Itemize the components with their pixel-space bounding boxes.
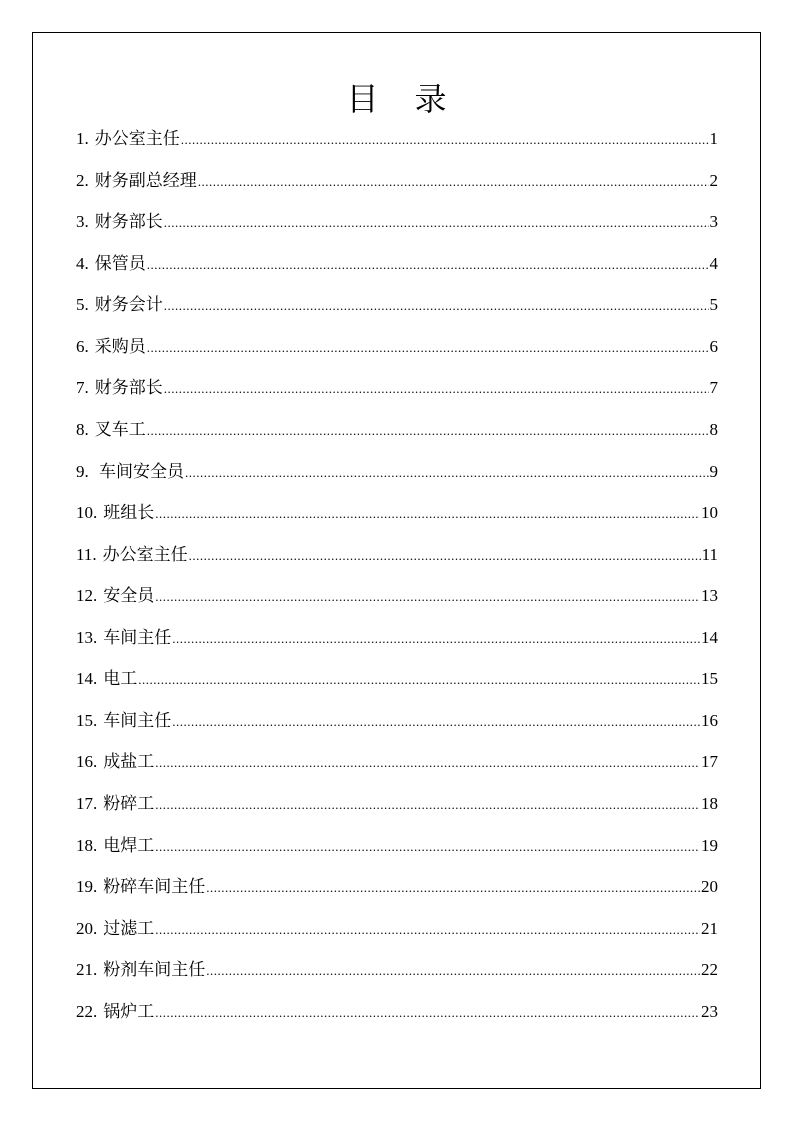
toc-entry-number: 12. (76, 586, 98, 606)
toc-entry-label: 办公室主任 (94, 129, 180, 148)
leader-dots (164, 377, 709, 401)
toc-entry-page: 22 (701, 960, 718, 980)
toc-entry-number: 17. (76, 794, 98, 813)
toc-entry-number: 19. (76, 877, 98, 897)
toc-entry[interactable] (76, 252, 718, 294)
toc-entry-number: 6. (76, 336, 89, 356)
toc-entry-page: 1 (709, 129, 718, 148)
toc-entry[interactable] (76, 875, 718, 917)
leader-dots (185, 461, 709, 485)
toc-entry[interactable] (76, 834, 718, 876)
toc-entry[interactable] (76, 917, 718, 959)
toc-entry-page: 10 (701, 503, 718, 523)
toc-entry-label: 采购员 (94, 336, 146, 356)
toc-entry-number: 3. (76, 212, 89, 232)
toc-entry-label: 过滤工 (103, 918, 155, 938)
toc-title-char: 目 (346, 81, 379, 117)
toc-entry[interactable] (76, 667, 718, 709)
toc-entry-page: 11 (701, 544, 718, 564)
toc-entry-number: 4. (76, 253, 89, 273)
leader-dots (181, 128, 709, 152)
toc-entry-label: 保管员 (94, 253, 146, 273)
toc-entry-label: 叉车工 (94, 419, 146, 439)
toc-entry-label: 粉碎工 (103, 794, 155, 813)
leader-dots (164, 294, 709, 318)
leader-dots (198, 170, 709, 194)
toc-entry-number: 18. (76, 835, 98, 855)
toc-entry-page: 14 (701, 627, 718, 647)
toc-title-char: 录 (414, 81, 447, 117)
toc-entry-number: 11. (76, 544, 97, 564)
table-of-contents (76, 127, 718, 1041)
toc-entry-label: 车间主任 (103, 710, 172, 730)
toc-entry[interactable] (76, 543, 718, 585)
leader-dots (172, 627, 700, 651)
leader-dots (172, 710, 700, 734)
toc-entry-number: 14. (76, 669, 98, 689)
leader-dots (189, 544, 701, 568)
toc-entry-label: 财务部长 (94, 212, 163, 232)
toc-entry[interactable] (76, 376, 718, 418)
toc-entry-label: 粉碎车间主任 (103, 877, 206, 897)
toc-entry[interactable] (76, 750, 718, 792)
toc-entry-label: 财务副总经理 (94, 170, 197, 190)
toc-entry-page: 5 (709, 295, 718, 315)
toc-entry-page: 21 (701, 918, 718, 938)
leader-dots (155, 1001, 700, 1025)
toc-entry-label: 安全员 (103, 586, 155, 606)
toc-entry-page: 3 (709, 212, 718, 232)
toc-entry-number: 13. (76, 627, 98, 647)
toc-entry-page: 9 (709, 461, 718, 481)
toc-entry[interactable] (76, 792, 718, 834)
toc-entry-label: 班组长 (103, 503, 155, 523)
leader-dots (155, 918, 700, 942)
toc-entry[interactable] (76, 169, 718, 211)
toc-entry-number: 5. (76, 295, 89, 315)
toc-entry[interactable] (76, 293, 718, 335)
toc-entry-label: 车间主任 (103, 627, 172, 647)
toc-entry-number: 1. (76, 129, 89, 148)
toc-entry-label: 财务会计 (94, 295, 163, 315)
toc-entry-number: 8. (76, 419, 89, 439)
toc-entry[interactable] (76, 626, 718, 668)
toc-entry-number: 16. (76, 752, 98, 772)
leader-dots (206, 876, 700, 900)
leader-dots (147, 419, 709, 443)
toc-entry-label: 办公室主任 (102, 544, 188, 564)
toc-entry-label: 车间安全员 (94, 461, 184, 481)
leader-dots (147, 253, 709, 277)
toc-entry-number: 15. (76, 710, 98, 730)
toc-entry-page: 8 (709, 419, 718, 439)
leader-dots (155, 751, 700, 775)
toc-entry-page: 23 (701, 1001, 718, 1021)
toc-entry-page: 16 (701, 710, 718, 730)
toc-entry[interactable] (76, 584, 718, 626)
toc-entry[interactable] (76, 127, 718, 169)
toc-entry[interactable] (76, 709, 718, 751)
toc-entry-number: 9. (76, 461, 89, 481)
toc-entry-page: 18 (701, 794, 718, 813)
toc-entry[interactable] (76, 210, 718, 252)
toc-entry[interactable] (76, 418, 718, 460)
toc-entry-label: 财务部长 (94, 378, 163, 398)
toc-entry-number: 21. (76, 960, 98, 980)
toc-entry[interactable] (76, 335, 718, 377)
leader-dots (147, 336, 709, 360)
toc-entry-page: 20 (701, 877, 718, 897)
toc-entry-page: 19 (701, 835, 718, 855)
leader-dots (138, 668, 700, 692)
toc-title (0, 74, 793, 120)
leader-dots (155, 835, 700, 859)
toc-entry-number: 10. (76, 503, 98, 523)
leader-dots (155, 793, 700, 817)
toc-entry-page: 4 (709, 253, 718, 273)
toc-entry-page: 15 (701, 669, 718, 689)
toc-entry[interactable] (76, 501, 718, 543)
toc-entry[interactable] (76, 1000, 718, 1042)
toc-entry-label: 锅炉工 (103, 1001, 155, 1021)
toc-entry-number: 22. (76, 1001, 98, 1021)
leader-dots (206, 959, 700, 983)
toc-entry-page: 7 (709, 378, 718, 398)
toc-entry-page: 2 (709, 170, 718, 190)
toc-entry-page: 13 (701, 586, 718, 606)
toc-entry-number: 7. (76, 378, 89, 398)
toc-entry-page: 17 (701, 752, 718, 772)
leader-dots (155, 502, 700, 526)
toc-entry-number: 20. (76, 918, 98, 938)
toc-entry-label: 电工 (103, 669, 138, 689)
leader-dots (155, 585, 700, 609)
toc-entry-number: 2. (76, 170, 89, 190)
toc-entry-page: 6 (709, 336, 718, 356)
toc-entry[interactable] (76, 958, 718, 1000)
toc-entry-label: 电焊工 (103, 835, 155, 855)
toc-entry-label: 成盐工 (103, 752, 155, 772)
toc-entry[interactable] (76, 460, 718, 502)
leader-dots (164, 211, 709, 235)
toc-entry-label: 粉剂车间主任 (103, 960, 206, 980)
